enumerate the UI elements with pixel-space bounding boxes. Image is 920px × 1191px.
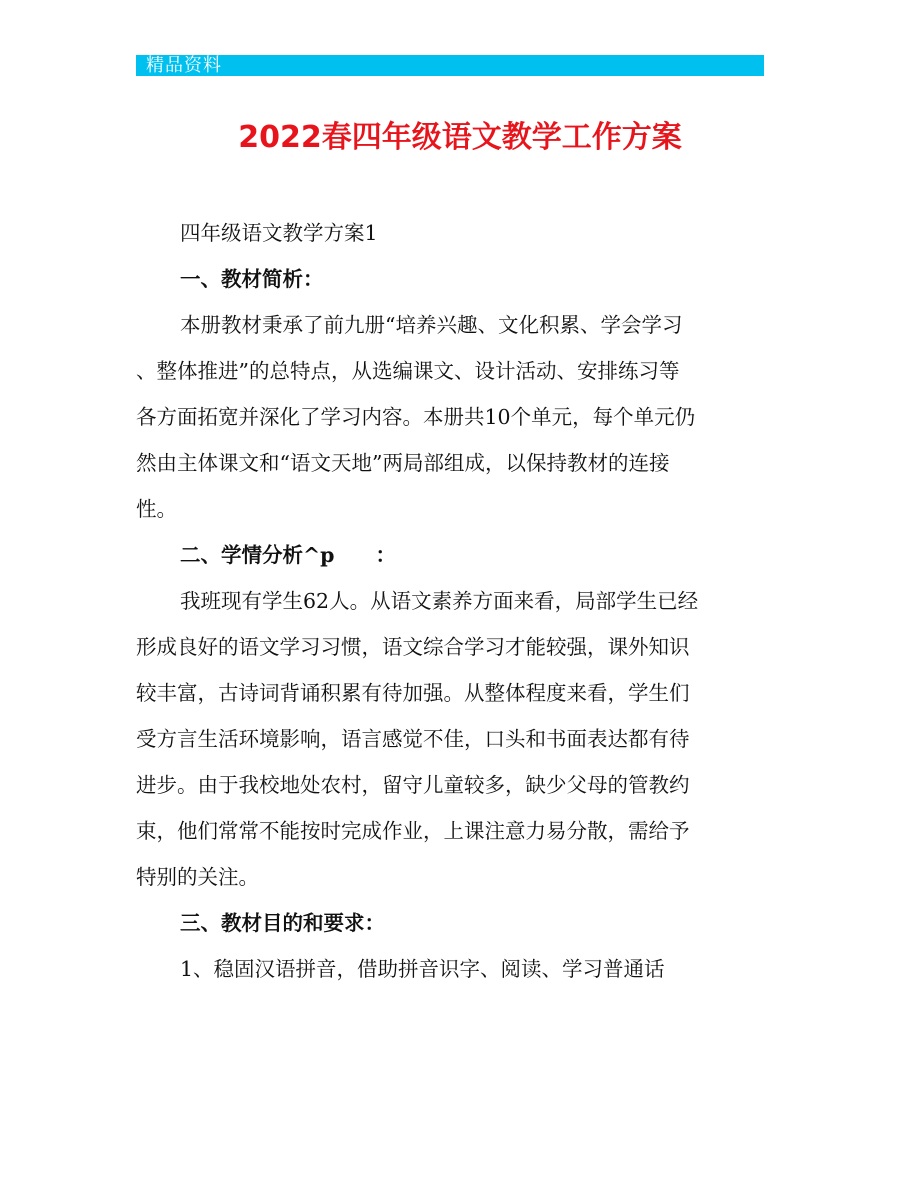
paragraph-line: 1、稳固汉语拼音，借助拼音识字、阅读、学习普通话 — [180, 957, 665, 981]
paragraph-line: 本册教材秉承了前九册“培养兴趣、文化积累、学会学习 — [180, 313, 683, 337]
paragraph-line: 特别的关注。 — [136, 865, 259, 889]
paragraph-line: 各方面拓宽并深化了学习内容。本册共10个单元，每个单元仍 — [136, 405, 696, 429]
paragraph-line: 形成良好的语文学习习惯，语文综合学习才能较强，课外知识 — [136, 635, 690, 659]
paragraph-line: 然由主体课文和“语文天地”两局部组成，以保持教材的连接 — [136, 451, 670, 475]
subtitle: 四年级语文教学方案1 — [180, 221, 378, 245]
paragraph-line: 我班现有学生62人。从语文素养方面来看，局部学生已经 — [180, 589, 699, 613]
section-heading-1: 一、教材简析： — [180, 267, 324, 291]
document-title: 2022春四年级语文教学工作方案 — [238, 120, 682, 155]
paragraph-line: 、整体推进”的总特点，从选编课文、设计活动、安排练习等 — [136, 359, 680, 383]
paragraph-line: 性。 — [136, 497, 177, 521]
paragraph-line: 较丰富，古诗词背诵积累有待加强。从整体程度来看，学生们 — [136, 681, 690, 705]
section-heading-2: 二、学情分析^p ： — [180, 543, 397, 567]
banner-label: 精品资料 — [146, 55, 222, 76]
section-heading-3: 三、教材目的和要求： — [180, 911, 385, 935]
header-banner — [136, 55, 764, 76]
paragraph-line: 束，他们常常不能按时完成作业，上课注意力易分散，需给予 — [136, 819, 690, 843]
document-body — [136, 210, 784, 992]
paragraph-line: 进步。由于我校地处农村，留守儿童较多，缺少父母的管教约 — [136, 773, 690, 797]
paragraph-line: 受方言生活环境影响，语言感觉不佳，口头和书面表达都有待 — [136, 727, 690, 751]
